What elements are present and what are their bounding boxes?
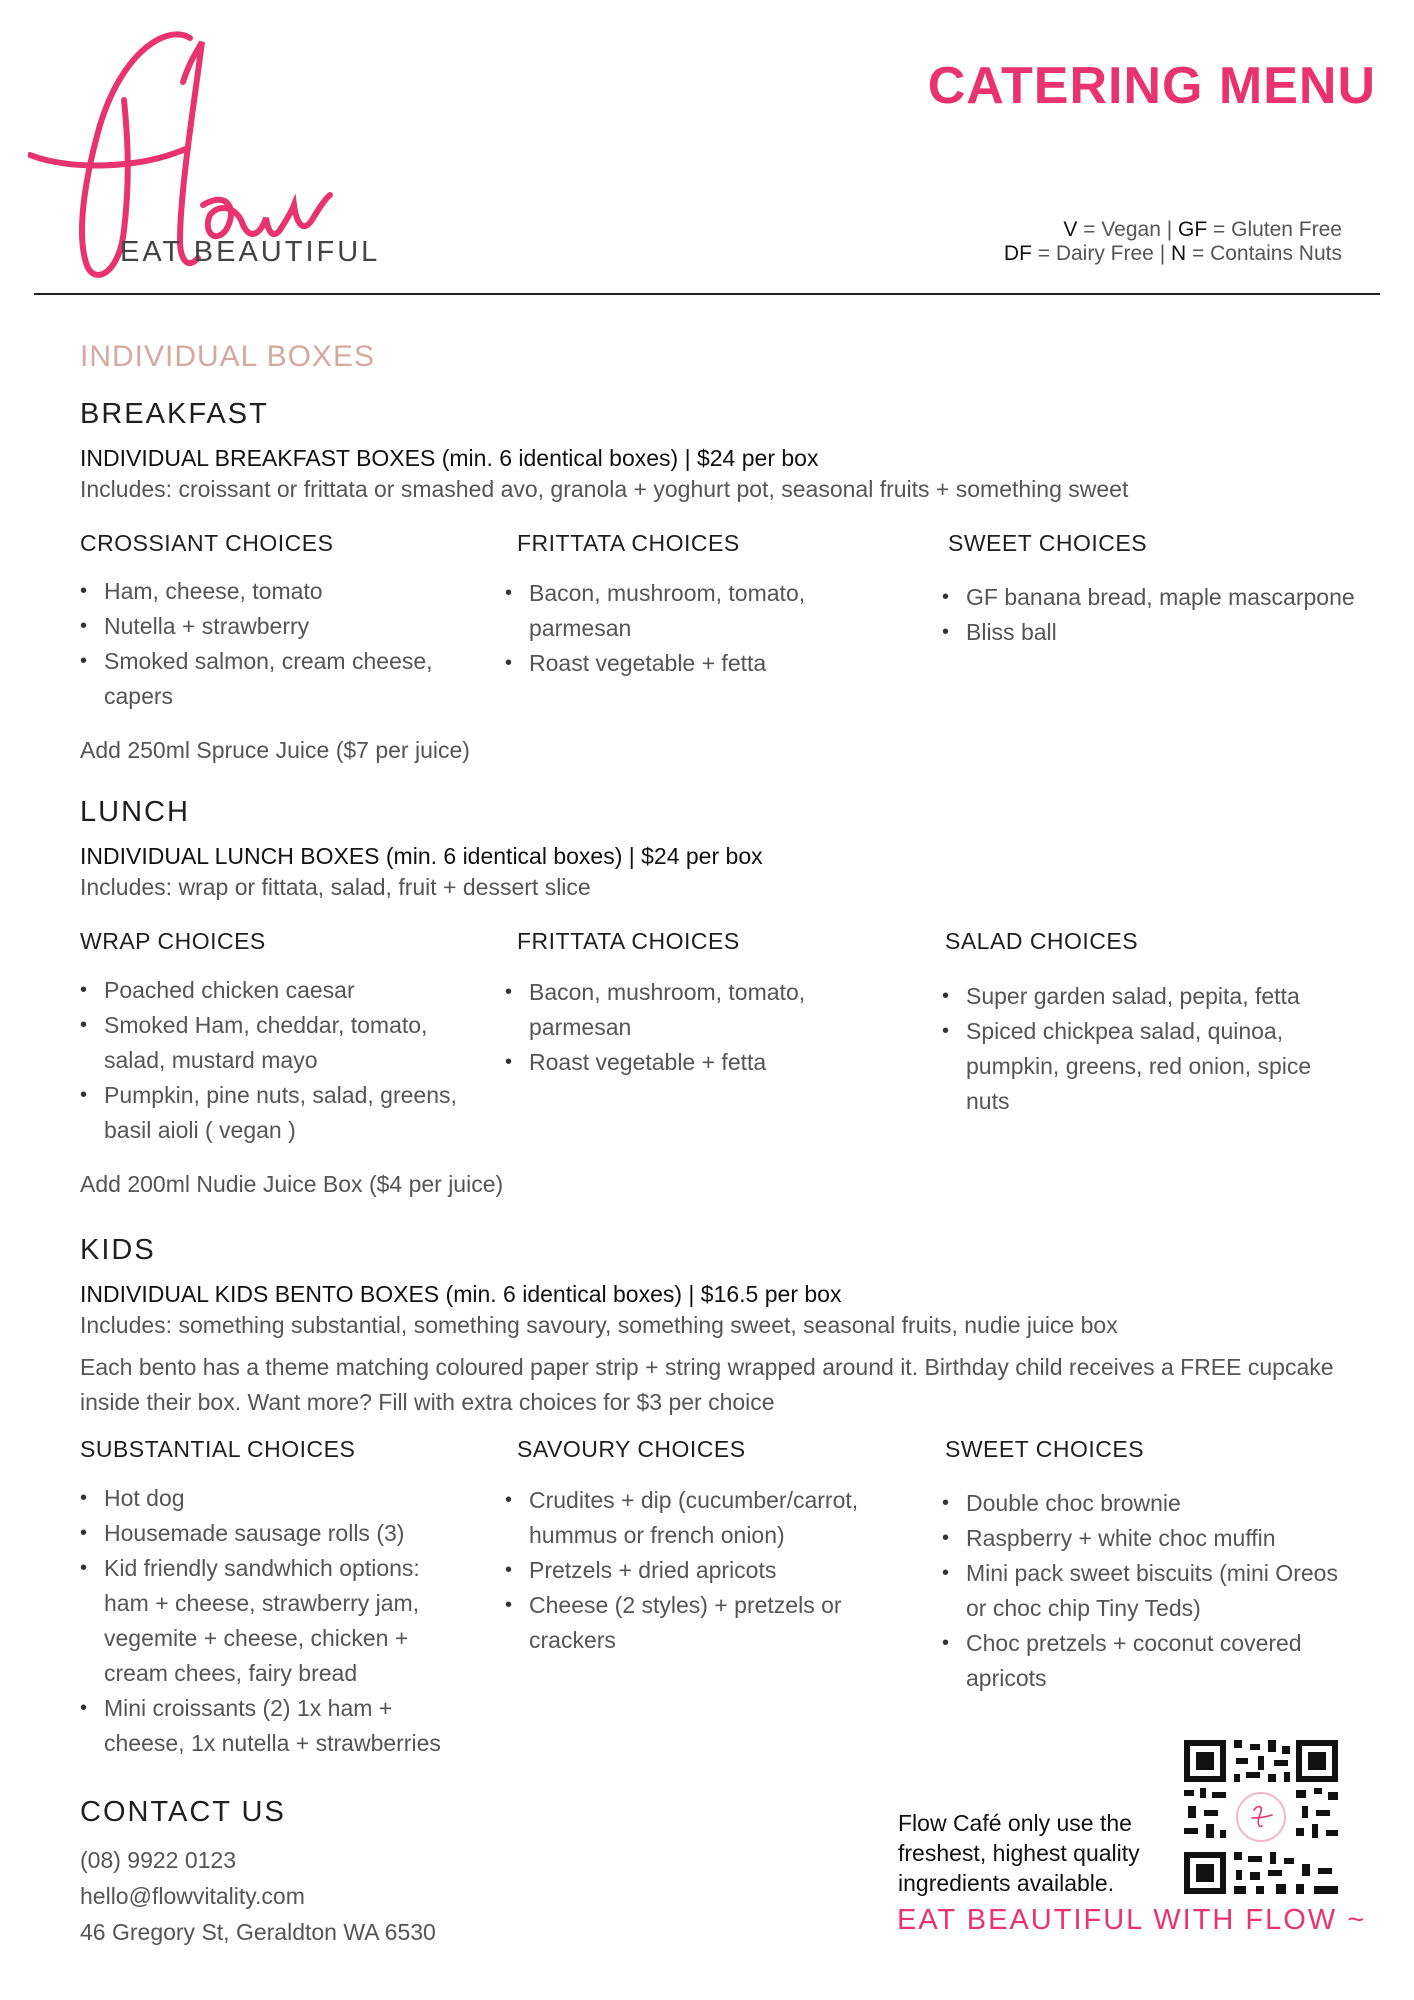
- lunch-addon: Add 200ml Nudie Juice Box ($4 per juice): [80, 1171, 504, 1197]
- header-divider: [34, 293, 1380, 295]
- breakfast-heading: BREAKFAST: [80, 398, 269, 430]
- list-item: • Hot dog: [80, 1481, 460, 1516]
- list-item: • Crudites + dip (cucumber/carrot, hummus or french onion): [505, 1483, 875, 1553]
- lunch-heading: LUNCH: [80, 796, 190, 828]
- legend-label: = Gluten Free: [1207, 218, 1342, 241]
- kids-col3-list: [942, 1486, 1352, 1696]
- qr-code-icon[interactable]: [1184, 1740, 1338, 1894]
- contact-phone[interactable]: (08) 9922 0123: [80, 1847, 237, 1873]
- list-item: • Bliss ball: [942, 615, 1382, 650]
- kids-col2-list: [505, 1483, 875, 1658]
- page-title: CATERING MENU: [927, 57, 1376, 115]
- list-item: • Smoked salmon, cream cheese, capers: [80, 644, 450, 714]
- lunch-col3-title: SALAD CHOICES: [945, 928, 1139, 954]
- kids-includes: Includes: something substantial, something savoury, something sweet, seasonal fruits, nudie juice box: [80, 1312, 1118, 1338]
- breakfast-col1-list: [80, 574, 450, 714]
- list-item: • Pretzels + dried apricots: [505, 1553, 875, 1588]
- freshness-line: ingredients available.: [898, 1870, 1115, 1896]
- list-item: • Pumpkin, pine nuts, salad, greens, basil aioli ( vegan ): [80, 1078, 460, 1148]
- list-item: • Choc pretzels + coconut covered apricots: [942, 1626, 1352, 1696]
- list-item: • Ham, cheese, tomato: [80, 574, 450, 609]
- breakfast-col3-list: [942, 580, 1382, 650]
- list-item: • Poached chicken caesar: [80, 973, 460, 1008]
- freshness-line: freshest, highest quality: [898, 1840, 1140, 1866]
- legend-code-df: DF: [1003, 242, 1032, 265]
- kids-box-line: INDIVIDUAL KIDS BENTO BOXES (min. 6 identical boxes) | $16.5 per box: [80, 1281, 842, 1307]
- breakfast-col1-title: CROSSIANT CHOICES: [80, 530, 334, 556]
- section-label: INDIVIDUAL BOXES: [80, 340, 375, 373]
- list-item: • Housemade sausage rolls (3): [80, 1516, 460, 1551]
- dietary-legend: [1004, 218, 1342, 266]
- contact-email[interactable]: hello@flowvitality.com: [80, 1883, 305, 1909]
- kids-description: Each bento has a theme matching coloured paper strip + string wrapped around it. Birthday child receives a FREE cupcake inside their box. Want more? Fill with extra choices for $3 per choice: [80, 1354, 1334, 1415]
- breakfast-includes: Includes: croissant or frittata or smashed avo, granola + yoghurt pot, seasonal fruits + something sweet: [80, 476, 1129, 502]
- list-item: • Double choc brownie: [942, 1486, 1352, 1521]
- lunch-col2-title: FRITTATA CHOICES: [517, 928, 740, 954]
- lunch-box-line: INDIVIDUAL LUNCH BOXES (min. 6 identical boxes) | $24 per box: [80, 843, 763, 869]
- lunch-col1-title: WRAP CHOICES: [80, 928, 266, 954]
- list-item: • Cheese (2 styles) + pretzels or crackers: [505, 1588, 875, 1658]
- lunch-col2-list: [505, 975, 835, 1080]
- lunch-col3-list: [942, 979, 1342, 1119]
- list-item: • Roast vegetable + fetta: [505, 1045, 835, 1080]
- list-item: • Bacon, mushroom, tomato, parmesan: [505, 576, 835, 646]
- tagline: EAT BEAUTIFUL: [120, 236, 381, 268]
- legend-code-gf: GF: [1178, 218, 1208, 241]
- breakfast-col3-title: SWEET CHOICES: [948, 530, 1148, 556]
- list-item: • Mini croissants (2) 1x ham + cheese, 1x nutella + strawberries: [80, 1691, 460, 1761]
- list-item: • Smoked Ham, cheddar, tomato, salad, mustard mayo: [80, 1008, 460, 1078]
- list-item: • Bacon, mushroom, tomato, parmesan: [505, 975, 835, 1045]
- lunch-includes: Includes: wrap or fittata, salad, fruit + dessert slice: [80, 874, 591, 900]
- breakfast-box-line: INDIVIDUAL BREAKFAST BOXES (min. 6 identical boxes) | $24 per box: [80, 445, 819, 471]
- list-item: • Mini pack sweet biscuits (mini Oreos or choc chip Tiny Teds): [942, 1556, 1352, 1626]
- kids-col2-title: SAVOURY CHOICES: [517, 1436, 746, 1462]
- list-item: • Spiced chickpea salad, quinoa, pumpkin, greens, red onion, spice nuts: [942, 1014, 1342, 1119]
- freshness-line: Flow Café only use the: [898, 1810, 1132, 1836]
- lunch-col1-list: [80, 973, 460, 1148]
- contact-address: 46 Gregory St, Geraldton WA 6530: [80, 1919, 436, 1945]
- freshness-note: [898, 1808, 1140, 1898]
- kids-col1-title: SUBSTANTIAL CHOICES: [80, 1436, 356, 1462]
- breakfast-col2-title: FRITTATA CHOICES: [517, 530, 740, 556]
- contact-heading: CONTACT US: [80, 1796, 286, 1828]
- list-item: • Nutella + strawberry: [80, 609, 450, 644]
- legend-label: = Vegan |: [1077, 218, 1178, 241]
- list-item: • Kid friendly sandwhich options: ham + cheese, strawberry jam, vegemite + cheese, chicken + cream chees, fairy bread: [80, 1551, 460, 1691]
- legend-line-1: [1004, 218, 1342, 242]
- footer-slogan: EAT BEAUTIFUL WITH FLOW ~: [897, 1904, 1367, 1936]
- kids-col1-list: [80, 1481, 460, 1761]
- list-item: • Raspberry + white choc muffin: [942, 1521, 1352, 1556]
- legend-code-v: V: [1063, 218, 1078, 241]
- kids-heading: KIDS: [80, 1234, 156, 1266]
- list-item: • Roast vegetable + fetta: [505, 646, 835, 681]
- legend-label: = Contains Nuts: [1186, 242, 1342, 265]
- breakfast-addon: Add 250ml Spruce Juice ($7 per juice): [80, 737, 470, 763]
- breakfast-col2-list: [505, 576, 835, 681]
- kids-col3-title: SWEET CHOICES: [945, 1436, 1145, 1462]
- list-item: • GF banana bread, maple mascarpone: [942, 580, 1382, 615]
- list-item: • Super garden salad, pepita, fetta: [942, 979, 1342, 1014]
- legend-code-n: N: [1170, 242, 1187, 265]
- legend-line-2: [1004, 242, 1342, 266]
- legend-label: = Dairy Free |: [1031, 242, 1171, 265]
